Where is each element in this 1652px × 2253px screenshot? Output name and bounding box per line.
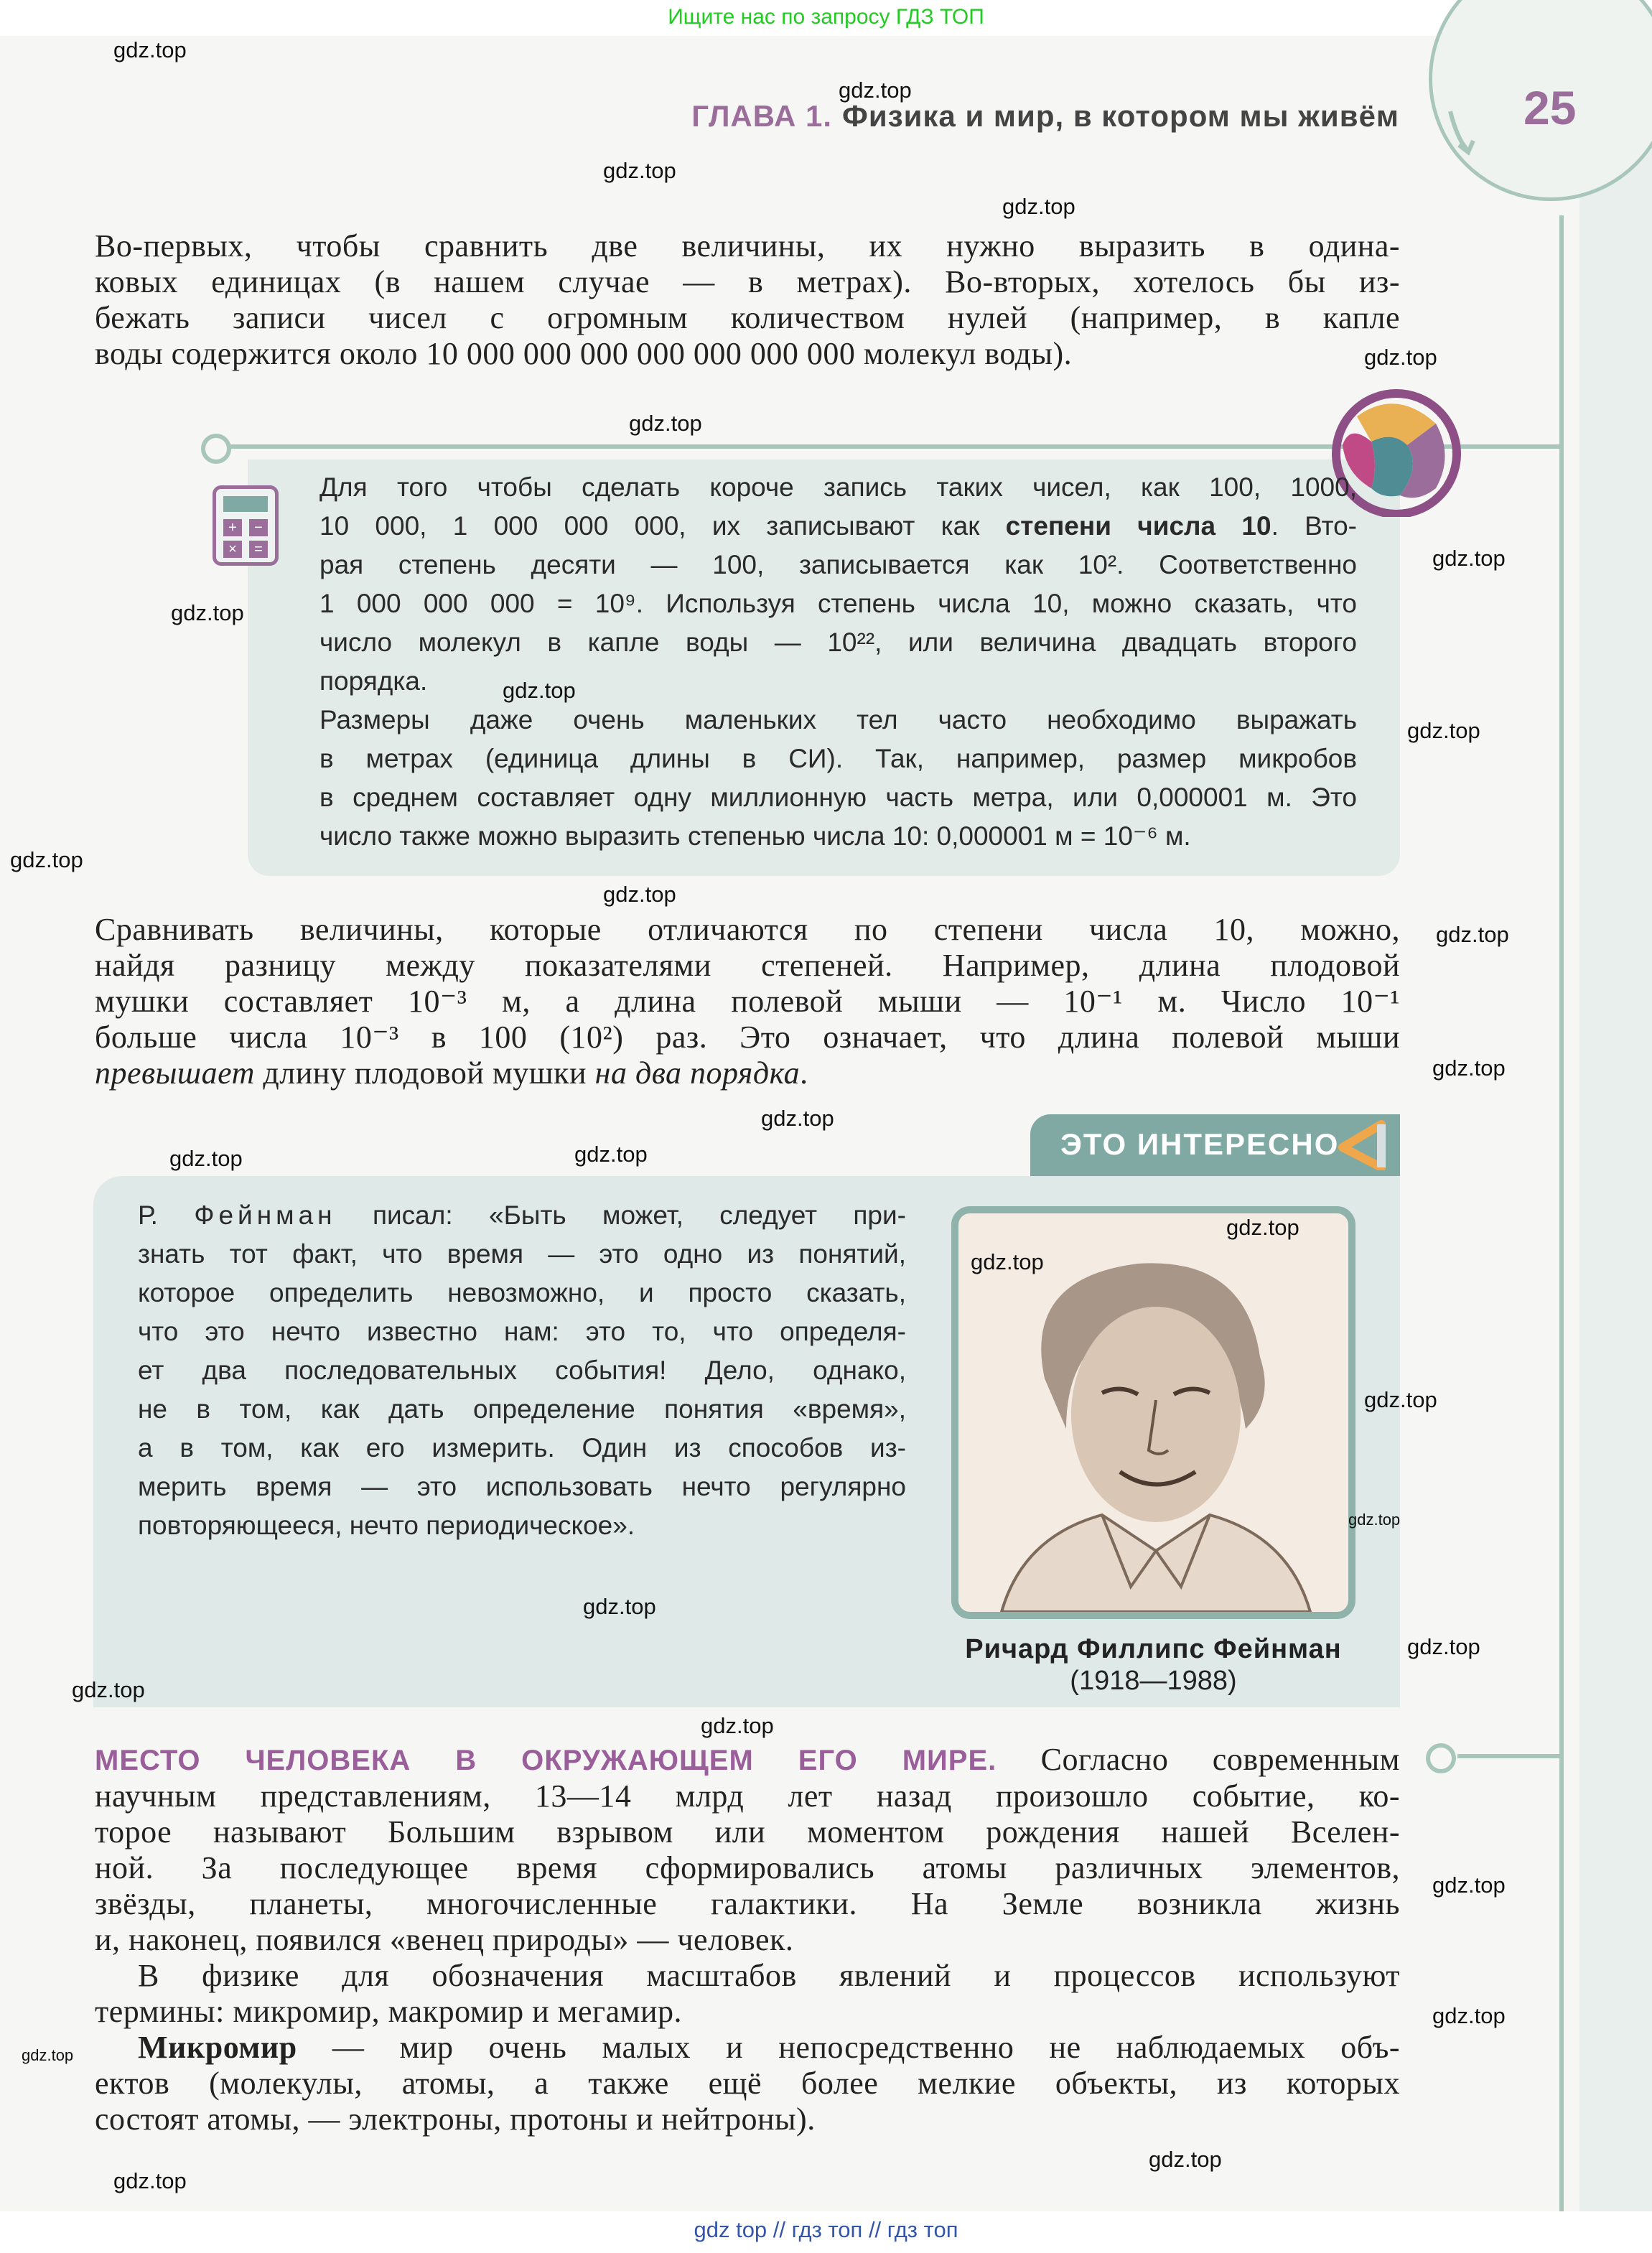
interesting-tab	[1030, 1114, 1400, 1176]
watermark: gdz.top	[1407, 1634, 1480, 1659]
watermark: gdz.top	[603, 158, 676, 183]
chapter-label: ГЛАВА 1.	[691, 99, 833, 133]
feynman-quote	[138, 1196, 906, 1545]
text-line: что это нечто известно нам: это то, что определя-	[138, 1317, 906, 1346]
text-line: мерить время — это использовать нечто регулярно	[138, 1472, 906, 1501]
bold-term: Микромир	[138, 2030, 297, 2065]
arrow-icon	[1443, 108, 1486, 158]
intro-paragraph	[95, 228, 1400, 372]
watermark: gdz.top	[10, 847, 83, 872]
text-line: не в том, как дать определение понятия «время»,	[138, 1394, 906, 1424]
chapter-header	[691, 99, 1399, 134]
watermark: gdz.top	[22, 2046, 74, 2064]
chapter-title: Физика и мир, в котором мы живём	[842, 99, 1399, 133]
watermark: gdz.top	[1436, 922, 1509, 947]
text-line: и, наконец, появился «венец природы» — человек.	[95, 1922, 794, 1957]
connector-ring	[201, 434, 231, 464]
text-line: ет два последовательных события! Дело, однако,	[138, 1356, 906, 1385]
text-line: которое определить невозможно, и просто сказать,	[138, 1278, 906, 1307]
text-line: бежать записи чисел с огромным количеством нулей (например, в капле	[95, 300, 1400, 335]
text-line	[138, 1196, 906, 1235]
text-segment: Фейнман	[194, 1200, 337, 1230]
connector-ring	[1426, 1743, 1456, 1773]
watermark: gdz.top	[113, 37, 187, 62]
text-line	[319, 507, 1357, 546]
text-line: научным представлениям, 13—14 млрд лет назад произошло событие, ко-	[95, 1778, 1400, 1814]
emphasis: на два порядка	[594, 1055, 801, 1091]
watermark: gdz.top	[1432, 1055, 1506, 1081]
watermark: gdz.top	[629, 411, 702, 436]
margin-line	[1559, 215, 1564, 2211]
watermark: gdz.top	[1002, 194, 1075, 219]
text-line: знать тот факт, что время — это одно из понятий,	[138, 1239, 906, 1269]
watermark: gdz.top	[761, 1106, 834, 1131]
text-line: Размеры даже очень маленьких тел часто необходимо выражать	[319, 705, 1357, 734]
section-paragraph	[95, 1742, 1400, 2137]
watermark: gdz.top	[1407, 718, 1480, 743]
text-line: мушки составляет 10⁻³ м, а длина полевой мыши — 10⁻¹ м. Число 10⁻¹	[95, 984, 1400, 1019]
text-segment: 10 000, 1 000 000 000, их записывают как	[319, 511, 1006, 541]
text-line: звёзды, планеты, многочисленные галактики. На Земле возникла жизнь	[95, 1886, 1400, 1921]
watermark: gdz.top	[583, 1594, 656, 1619]
text-line: Во-первых, чтобы сравнить две величины, их нужно выразить в одина-	[95, 228, 1400, 263]
watermark: gdz.top	[1432, 2003, 1506, 2028]
text-line: ной. За последующее время сформировались атомы различных элементов,	[95, 1850, 1400, 1885]
watermark: gdz.top	[1432, 546, 1506, 571]
text-line: повторяющееся, нечто периодическое».	[138, 1511, 635, 1540]
comparison-paragraph	[95, 912, 1400, 1091]
text-line: а в том, как его измерить. Один из способов из-	[138, 1433, 906, 1463]
text-line: воды содержится около 10 000 000 000 000 000 000 000 молекул воды).	[95, 336, 1073, 371]
text-line: ковых единицах (в нашем случае — в метрах). Во-вторых, хотелось бы из-	[95, 264, 1400, 299]
text-line: больше числа 10⁻³ в 100 (10²) раз. Это означает, что длина полевой мыши	[95, 1020, 1400, 1055]
watermark: gdz.top	[971, 1249, 1044, 1274]
portrait-caption-name: Ричард Филлипс Фейнман	[965, 1634, 1342, 1664]
text-line: ектов (молекулы, атомы, а также ещё более мелкие объекты, из которых	[95, 2066, 1400, 2101]
page-number: 25	[1523, 81, 1577, 134]
text-line: термины: микромир, макромир и мегамир.	[95, 1994, 683, 2029]
watermark: gdz.top	[839, 78, 912, 103]
interesting-tab-label: ЭТО ИНТЕРЕСНО	[1060, 1127, 1340, 1161]
text-line: найдя разницу между показателями степеней. Например, длина плодовой	[95, 948, 1400, 983]
section-heading: МЕСТО ЧЕЛОВЕКА В ОКРУЖАЮЩЕМ ЕГО МИРЕ.	[95, 1745, 997, 1776]
margin-strip	[1579, 36, 1652, 2211]
text-line: В физике для обозначения масштабов явлений и процессов используют	[138, 1958, 1400, 1993]
text-segment: Р.	[138, 1200, 195, 1230]
watermark: gdz.top	[603, 882, 676, 907]
bold-term: степени числа 10	[1005, 511, 1271, 541]
info-box-text	[319, 468, 1357, 856]
impossible-triangle-icon	[1338, 1120, 1389, 1170]
text-line: рая степень десяти — 100, записывается как 10². Соответственно	[319, 550, 1357, 579]
watermark: gdz.top	[1226, 1215, 1299, 1240]
text-line: Сравнивать величины, которые отличаются по степени числа 10, можно,	[95, 912, 1400, 947]
text-line	[95, 2030, 1400, 2066]
calculator-icon: + − × =	[213, 485, 279, 566]
footer-links[interactable]: gdz top // гдз топ // гдз топ	[694, 2217, 958, 2242]
text-segment: писал: «Быть может, следует при-	[336, 1200, 907, 1230]
watermark: gdz.top	[701, 1713, 774, 1738]
watermark: gdz.top	[1364, 345, 1437, 370]
search-banner[interactable]: Ищите нас по запросу ГДЗ ТОП	[668, 5, 984, 29]
watermark: gdz.top	[1432, 1872, 1506, 1898]
watermark: gdz.top	[1364, 1387, 1437, 1412]
text-line	[95, 1055, 1400, 1091]
watermark: gdz.top	[574, 1142, 648, 1167]
text-line: состоят атомы, — электроны, протоны и нейтроны).	[95, 2102, 816, 2137]
text-segment: длину плодовой мушки	[254, 1055, 595, 1091]
watermark: gdz.top	[1149, 2147, 1222, 2172]
text-line: порядка.	[319, 666, 428, 696]
text-line: Для того чтобы сделать короче запись таких чисел, как 100, 1000,	[319, 472, 1357, 502]
text-line	[95, 1742, 1400, 1778]
text-line: число молекул в капле воды — 10²², или величина двадцать второго	[319, 628, 1357, 657]
emphasis: превышает	[95, 1055, 255, 1091]
text-segment: — мир очень малых и непосредственно не наблюдаемых объ-	[297, 2030, 1400, 2065]
text-segment: .	[800, 1055, 808, 1091]
watermark: gdz.top	[113, 2168, 187, 2193]
text-segment: Согласно современным	[997, 1742, 1400, 1777]
text-segment: . Вто-	[1271, 511, 1357, 541]
text-line: в метрах (единица длины в СИ). Так, например, размер микробов	[319, 744, 1357, 773]
text-line: число также можно выразить степенью числа 10: 0,000001 м = 10⁻⁶ м.	[319, 821, 1191, 851]
watermark: gdz.top	[72, 1677, 145, 1702]
text-line: 1 000 000 000 = 10⁹. Используя степень числа 10, можно сказать, что	[319, 589, 1357, 618]
watermark: gdz.top	[169, 1146, 243, 1171]
watermark: gdz.top	[171, 600, 244, 625]
watermark: gdz.top	[1348, 1511, 1401, 1529]
text-line: в среднем составляет одну миллионную часть метра, или 0,000001 м. Это	[319, 783, 1357, 812]
section-connector-line	[1457, 1754, 1562, 1758]
watermark: gdz.top	[503, 678, 576, 703]
text-line: торое называют Большим взрывом или моментом рождения нашей Вселен-	[95, 1814, 1400, 1849]
portrait-caption-years: (1918—1988)	[1070, 1666, 1237, 1696]
